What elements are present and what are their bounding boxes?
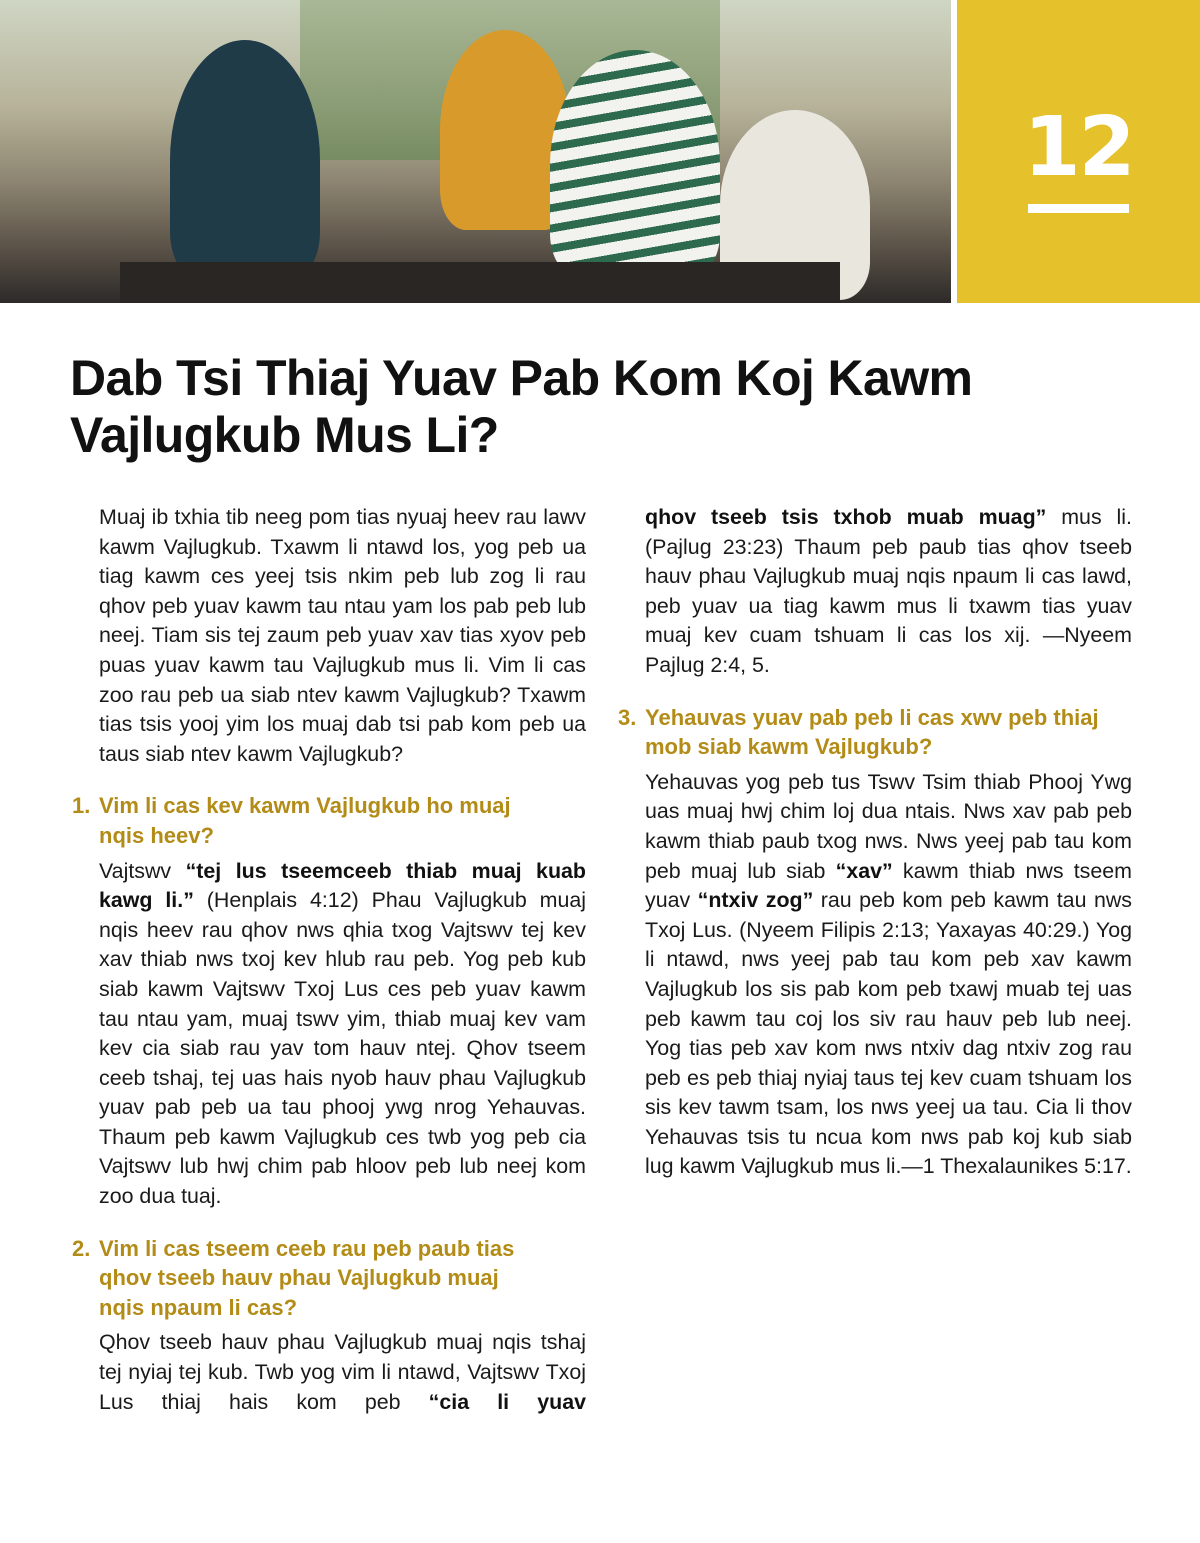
- lesson-number-panel: [957, 0, 1200, 303]
- answer-1-paragraph: [99, 857, 586, 1212]
- bold-quote: qhov tseeb tsis txhob muab muag”: [645, 505, 1047, 529]
- question-1: [72, 791, 586, 850]
- bold-quote: “xav”: [835, 858, 893, 883]
- bold-quote: “ntxiv zog”: [697, 888, 814, 913]
- question-3: [618, 703, 1132, 762]
- text-run: mus li. (Pajlug 23:23) Thaum peb paub tias qhov tseeb hauv phau Vajlugkub muaj nqis npaum li cas lawd, peb yuav ua tiag kawm mus li txawm tias yuav muaj kev cuam tshuam li cas los xij. —Nyeem Pajlug 2:4, 5.: [645, 505, 1132, 677]
- page-title: Dab Tsi Thiaj Yuav Pab Kom Koj Kawm Vajlugkub Mus Li?: [70, 350, 973, 463]
- kitchen-table: [120, 262, 840, 303]
- question-number: 3.: [618, 704, 637, 730]
- question-text: Vim li cas kev kawm Vajlugkub ho muaj nqis heev?: [99, 793, 511, 848]
- question-2: [72, 1234, 586, 1323]
- bold-quote: “cia li yuav: [428, 1389, 586, 1414]
- bold-quote: “tej lus tseemceeb thiab muaj kuab kawg li.”: [99, 858, 586, 913]
- answer-3-paragraph: [645, 768, 1132, 1182]
- lesson-number: 12: [1023, 100, 1134, 195]
- header-photo-family-studying-bible: [0, 0, 951, 303]
- person-woman-right: [550, 50, 720, 280]
- text-run: (Henplais 4:12) Phau Vajlugkub muaj nqis heev rau qhov nws qhia txog Vajtswv tej kev xav thiab nws txoj kev hlub rau peb. Yog peb kub siab kawm Vajtswv Txoj Lus ces peb yuav kawm tau ntau yam, muaj tswv yim, thiab muaj kev vam kev cia siab rau yav tom hauv ntej. Qhov tseem ceeb tshaj, tej uas hais nyob hauv phau Vajlugkub yuav pab peb ua tau phooj ywg nrog Yehauvas. Thaum peb kawm Vajlugkub ces twb yog peb cia Vajtswv lub hwj chim pab hloov peb lub neej kom zoo dua tuaj.: [99, 888, 586, 1209]
- question-number: 1.: [72, 793, 91, 819]
- person-woman-left: [170, 40, 320, 280]
- text-run: Vajtswv: [99, 858, 186, 883]
- question-text: Vim li cas tseem ceeb rau peb paub tias qhov tseeb hauv phau Vajlugkub muaj nqis npaum li cas?: [99, 1235, 515, 1320]
- text-run: Yehauvas yog peb tus Tswv Tsim thiab Phooj Ywg uas muaj hwj chim loj dua ntais. Nws xav pab peb kawm thiab paub txog nws. Nws yeej pab tau kom peb muaj lub siab: [645, 769, 1132, 883]
- left-column: [72, 503, 586, 1417]
- intro-paragraph: Muaj ib txhia tib neeg pom tias nyuaj heev rau lawv kawm Vajlugkub. Txawm li ntawd los, yog peb ua tiag kawm ces yeej tsis nkim peb lub zog li rau qhov peb yuav kawm tau ntau yam los pab peb lub neej. Tiam sis tej zaum peb yuav xav tias xyov peb puas yuav kawm tau Vajlugkub mus li. Vim li cas zoo rau peb ua siab ntev kawm Vajlugkub? Txawm tias tsis yooj yim los muaj dab tsi pab kom peb ua taus siab ntev kawm Vajlugkub?: [99, 505, 586, 766]
- answer-2-paragraph-part1: [99, 1328, 586, 1417]
- text-run: kawm thiab nws tseem yuav: [645, 858, 1132, 913]
- text-run: rau peb kom peb kawm tau nws Txoj Lus. (Nyeem Filipis 2:13; Yaxayas 40:29.) Yog li ntawd, nws yeej pab tau kom peb xav kawm Vajlugkub los sis pab kom peb txawj muab tej uas peb kawm tau coj los siv rau hauv peb lub neej. Yog tias peb xav kom nws ntxiv dag ntxiv zog rau peb es peb thiaj nyiaj taus tej kev cuam tshuam los sis kev tawm tsam, los nws yeej ua tau. Cia li thov Yehauvas tsis tu ncua kom nws pab koj kub siab lug kawm Vajlugkub mus li.—1 Thexalaunikes 5:17.: [645, 888, 1132, 1179]
- text-run: Qhov tseeb hauv phau Vajlugkub muaj nqis tshaj tej nyiaj tej kub. Twb yog vim li ntawd, Vajtswv Txoj Lus thiaj hais kom peb: [99, 1330, 586, 1414]
- answer-2-paragraph-part2: [645, 503, 1132, 681]
- question-number: 2.: [72, 1235, 91, 1261]
- lesson-number-underline: [1028, 204, 1129, 213]
- question-text: Yehauvas yuav pab peb li cas xwv peb thiaj mob siab kawm Vajlugkub?: [645, 704, 1099, 760]
- right-column: [618, 503, 1132, 1182]
